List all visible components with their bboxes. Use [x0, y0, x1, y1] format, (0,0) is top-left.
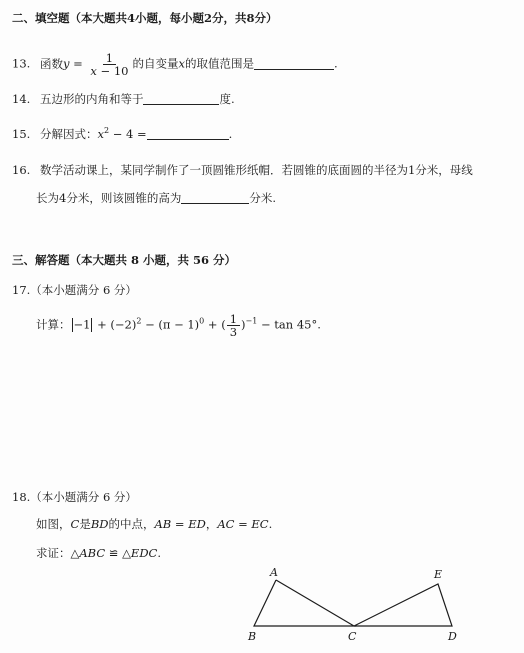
var-x: x — [178, 56, 185, 71]
question-text: 分解因式： — [39, 127, 98, 141]
term: − (π − 1) — [141, 317, 200, 332]
question-16-line-2 — [36, 190, 276, 206]
question-text: 数学活动课上，某同学制作了一顶圆锥形纸帽．若圆锥的底面圆的半径为1分米，母线 — [39, 163, 473, 177]
triangle-abc-shape — [254, 580, 354, 626]
question-13 — [12, 52, 338, 77]
question-16-line-1 — [12, 162, 473, 178]
fraction-numerator: 1 — [103, 52, 116, 65]
label-e: E — [434, 568, 443, 581]
exponent: 2 — [136, 316, 142, 326]
term: + ( — [204, 317, 226, 332]
label-b: B — [248, 630, 257, 643]
question-number: 15. — [12, 127, 31, 141]
triangle-edc: EDC — [130, 546, 158, 560]
question-number: 14. — [12, 92, 31, 106]
term: − tan 45° — [257, 317, 318, 332]
triangle-edc-shape — [354, 584, 452, 626]
question-18-label: 18.（本小题满分 6 分） — [12, 490, 137, 504]
question-text: 函数 — [39, 56, 63, 71]
calc-label: 计算： — [36, 317, 71, 332]
segment-ac: AC — [217, 517, 235, 531]
label-d: D — [448, 630, 457, 643]
question-text: 五边形的内角和等于 — [39, 92, 144, 106]
answer-blank[interactable] — [181, 191, 249, 204]
question-end: 分米. — [249, 191, 276, 205]
point-c: C — [70, 517, 80, 531]
exponent: 0 — [199, 316, 205, 326]
segment-ab: AB — [154, 517, 172, 531]
question-number: 16. — [12, 163, 31, 177]
exponent: 2 — [103, 126, 110, 135]
question-17-expression — [36, 313, 321, 338]
segment-bd: BD — [90, 517, 109, 531]
fraction-denominator: x − 10 — [90, 64, 129, 78]
answer-blank[interactable] — [143, 92, 219, 105]
var-y: y — [62, 56, 70, 71]
fraction — [227, 313, 240, 338]
abs-bar-left — [72, 318, 73, 332]
question-text: 的取值范围是 — [185, 56, 254, 71]
expression: − 4 = — [109, 127, 147, 141]
answer-blank[interactable] — [254, 57, 334, 70]
question-17-label: 17.（本小题满分 6 分） — [12, 283, 137, 297]
question-number: 13. — [12, 56, 31, 71]
paren-close: ) — [241, 317, 246, 332]
term: + (−2) — [93, 317, 137, 332]
period: . — [334, 56, 338, 71]
segment-ec: EC — [251, 517, 269, 531]
var-x: x — [97, 127, 104, 141]
question-18-prove: 求证：△ABC ≌ △EDC. — [36, 546, 161, 560]
question-text: 的自变量 — [132, 56, 179, 71]
section-3-heading: 三、解答题（本大题共 8 小题，共 56 分） — [12, 253, 237, 267]
fraction-numerator: 1 — [227, 313, 240, 326]
fraction — [87, 52, 131, 77]
question-end: 度. — [219, 92, 235, 106]
equals: = — [69, 56, 87, 71]
label-a: A — [270, 566, 278, 579]
abs-inner: −1 — [73, 317, 91, 332]
answer-blank[interactable] — [147, 127, 229, 140]
triangle-abc: ABC — [79, 546, 106, 560]
exponent: −1 — [245, 316, 258, 326]
question-14 — [12, 91, 235, 107]
geometry-figure — [240, 562, 480, 648]
period: . — [317, 317, 321, 332]
label-c: C — [348, 630, 357, 643]
section-2-heading: 二、填空题（本大题共4小题，每小题2分，共8分） — [12, 11, 278, 25]
fraction-denominator: 3 — [229, 325, 238, 339]
question-15 — [12, 126, 232, 142]
period: . — [228, 127, 233, 141]
segment-ed: ED — [188, 517, 206, 531]
question-18-given: 如图，C是BD的中点，AB = ED，AC = EC. — [36, 517, 273, 531]
question-text: 长为4分米，则该圆锥的高为 — [36, 191, 182, 205]
